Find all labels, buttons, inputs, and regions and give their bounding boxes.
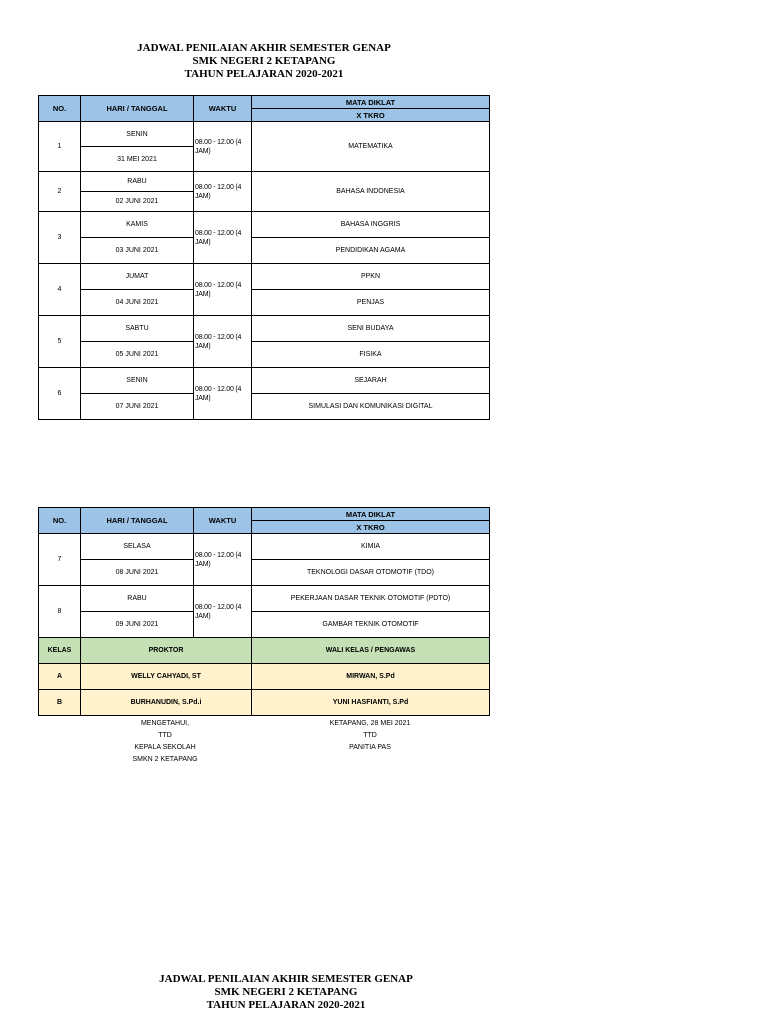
row-no: 4 <box>39 264 81 316</box>
row-date: 05 JUNI 2021 <box>81 342 194 368</box>
row-no: 2 <box>39 172 81 212</box>
row-subject: PENJAS <box>252 290 490 316</box>
row-time: 08.00 - 12.00 (4 JAM) <box>194 586 252 638</box>
row-date: 09 JUNI 2021 <box>81 612 194 638</box>
signature-right <box>300 718 440 754</box>
header-wali-kelas: WALI KELAS / PENGAWAS <box>252 638 490 664</box>
row-subject: TEKNOLOGI DASAR OTOMOTIF (TDO) <box>252 560 490 586</box>
row-no: 5 <box>39 316 81 368</box>
row-subject: SENI BUDAYA <box>252 316 490 342</box>
signature-right-line: PANITIA PAS <box>349 744 391 751</box>
row-no: 1 <box>39 122 81 172</box>
header-class: X TKRO <box>252 521 490 534</box>
signature-left-line: MENGETAHUI, <box>140 720 190 727</box>
kelas-cell: A <box>39 664 81 690</box>
row-subject: BAHASA INDONESIA <box>252 172 490 212</box>
row-day: SENIN <box>81 368 194 394</box>
row-subject: FISIKA <box>252 342 490 368</box>
row-no: 7 <box>39 534 81 586</box>
row-subject: GAMBAR TEKNIK OTOMOTIF <box>252 612 490 638</box>
row-date: 31 MEI 2021 <box>81 147 194 172</box>
row-day: RABU <box>81 172 194 192</box>
row-subject: BAHASA INGGRIS <box>252 212 490 238</box>
row-date: 04 JUNI 2021 <box>81 290 194 316</box>
header-day: HARI / TANGGAL <box>81 96 194 122</box>
signature-left <box>95 718 235 766</box>
wali-cell: MIRWAN, S.Pd <box>252 664 490 690</box>
row-no: 6 <box>39 368 81 420</box>
row-time: 08.00 - 12.00 (4 JAM) <box>194 316 252 368</box>
row-day: JUMAT <box>81 264 194 290</box>
row-subject: MATEMATIKA <box>252 122 490 172</box>
proktor-cell: WELLY CAHYADI, ST <box>81 664 252 690</box>
row-subject: PPKN <box>252 264 490 290</box>
signature-left-line: KEPALA SEKOLAH <box>134 744 196 751</box>
row-time: 08.00 - 12.00 (4 JAM) <box>194 172 252 212</box>
header-time: WAKTU <box>194 508 252 534</box>
header-subject: MATA DIKLAT <box>252 508 490 521</box>
row-time: 08.00 - 12.00 (4 JAM) <box>194 534 252 586</box>
row-date: 08 JUNI 2021 <box>81 560 194 586</box>
document-title <box>0 42 528 81</box>
schedule-table-2 <box>38 507 490 716</box>
header-class: X TKRO <box>252 109 490 122</box>
signature-left-line: TTD <box>158 732 172 739</box>
row-subject: PENDIDIKAN AGAMA <box>252 238 490 264</box>
header-subject: MATA DIKLAT <box>252 96 490 109</box>
title-line-2: SMK NEGERI 2 KETAPANG <box>192 55 336 67</box>
title-line-3: TAHUN PELAJARAN 2020-2021 <box>184 68 344 80</box>
wali-cell: YUNI HASFIANTI, S.Pd <box>252 690 490 716</box>
title-line-1: JADWAL PENILAIAN AKHIR SEMESTER GENAP <box>137 42 391 54</box>
header-no: NO. <box>39 508 81 534</box>
proktor-cell: BURHANUDIN, S.Pd.i <box>81 690 252 716</box>
signature-right-line: KETAPANG, 28 MEI 2021 <box>329 720 411 727</box>
row-date: 07 JUNI 2021 <box>81 394 194 420</box>
row-day: SELASA <box>81 534 194 560</box>
row-subject: SEJARAH <box>252 368 490 394</box>
row-day: KAMIS <box>81 212 194 238</box>
title-line-3: TAHUN PELAJARAN 2020-2021 <box>206 999 366 1011</box>
signature-right-line: TTD <box>363 732 377 739</box>
row-time: 08.00 - 12.00 (4 JAM) <box>194 264 252 316</box>
document-title-repeat <box>0 973 572 1012</box>
row-subject: PEKERJAAN DASAR TEKNIK OTOMOTIF (PDTO) <box>252 586 490 612</box>
header-no: NO. <box>39 96 81 122</box>
row-no: 8 <box>39 586 81 638</box>
row-no: 3 <box>39 212 81 264</box>
row-subject: KIMIA <box>252 534 490 560</box>
row-date: 03 JUNI 2021 <box>81 238 194 264</box>
title-line-2: SMK NEGERI 2 KETAPANG <box>214 986 358 998</box>
kelas-cell: B <box>39 690 81 716</box>
row-day: RABU <box>81 586 194 612</box>
signature-left-line: SMKN 2 KETAPANG <box>132 756 198 763</box>
row-time: 08.00 - 12.00 (4 JAM) <box>194 368 252 420</box>
row-date: 02 JUNI 2021 <box>81 192 194 212</box>
title-line-1: JADWAL PENILAIAN AKHIR SEMESTER GENAP <box>159 973 413 985</box>
header-kelas: KELAS <box>39 638 81 664</box>
header-proktor: PROKTOR <box>81 638 252 664</box>
row-day: SABTU <box>81 316 194 342</box>
schedule-table-1 <box>38 95 490 420</box>
row-day: SENIN <box>81 122 194 147</box>
header-time: WAKTU <box>194 96 252 122</box>
row-subject: SIMULASI DAN KOMUNIKASI DIGITAL <box>252 394 490 420</box>
row-time: 08.00 - 12.00 (4 JAM) <box>194 212 252 264</box>
row-time: 08.00 - 12.00 (4 JAM) <box>194 122 252 172</box>
header-day: HARI / TANGGAL <box>81 508 194 534</box>
